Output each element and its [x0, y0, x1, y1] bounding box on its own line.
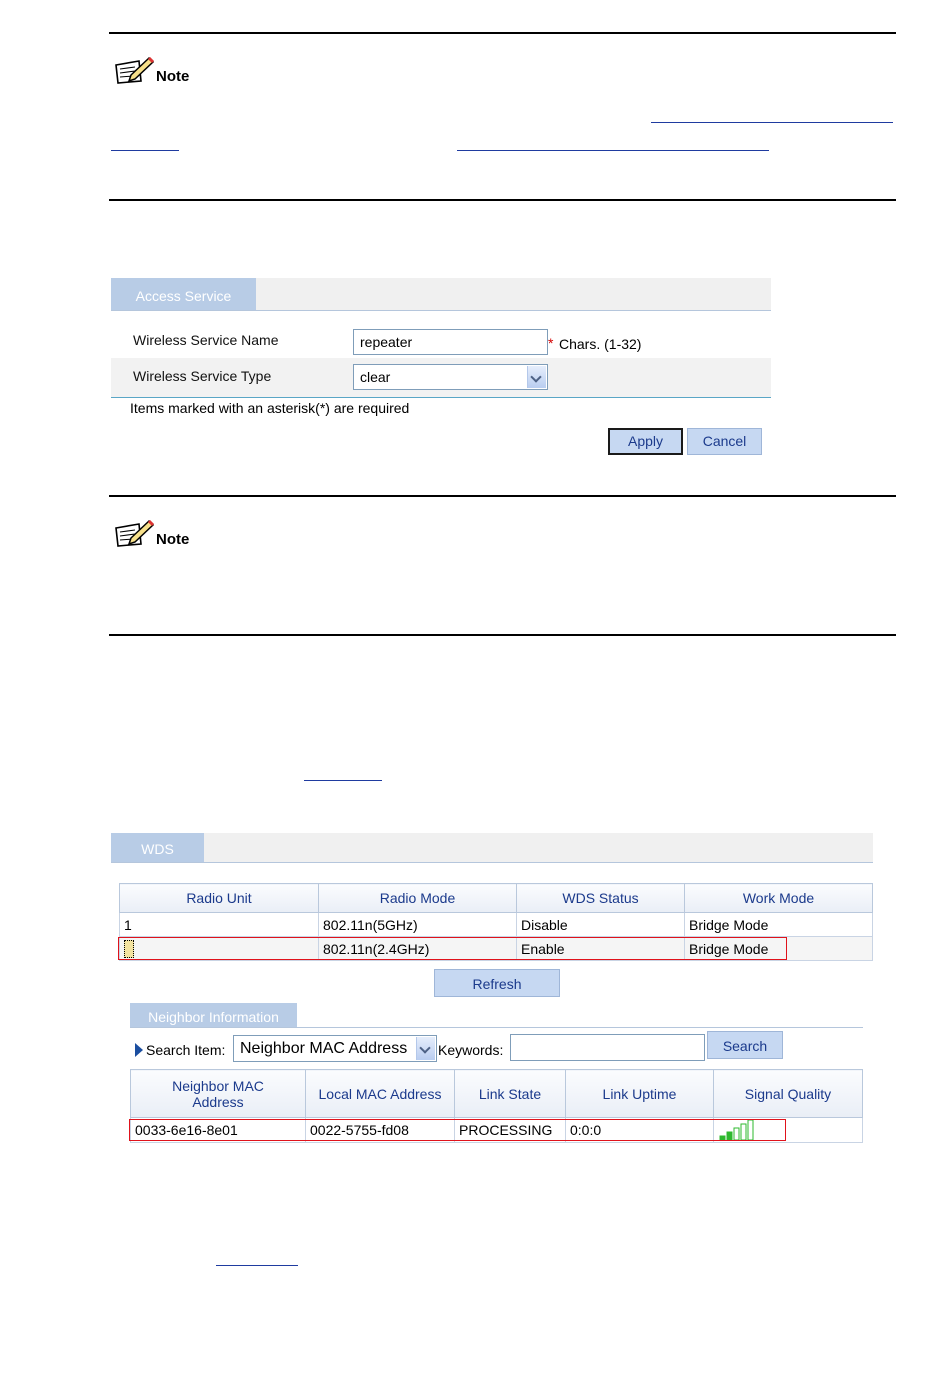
work-mode-cell: Bridge Mode — [685, 913, 873, 937]
cancel-button[interactable]: Cancel — [687, 428, 762, 455]
work-mode-cell: Bridge Mode — [685, 937, 873, 961]
keywords-label: Keywords: — [438, 1042, 504, 1058]
cross-reference-link[interactable] — [304, 780, 382, 781]
chevron-down-icon[interactable] — [416, 1037, 435, 1060]
wds-tabbar — [111, 833, 873, 863]
chevron-down-icon[interactable] — [527, 366, 546, 388]
column-header-neighbor-mac: Neighbor MAC Address — [131, 1070, 306, 1118]
keywords-input[interactable] — [510, 1034, 705, 1061]
note-bottom-rule — [109, 634, 896, 636]
note-pencil-icon — [113, 518, 155, 548]
note-top-rule — [109, 32, 896, 34]
cross-reference-link[interactable] — [457, 150, 769, 151]
search-item-select[interactable] — [233, 1035, 437, 1062]
column-header-wds-status: WDS Status — [517, 884, 685, 913]
wireless-service-type-select[interactable] — [353, 364, 548, 390]
access-service-tabbar — [111, 278, 771, 311]
column-header-link-state: Link State — [455, 1070, 566, 1118]
tab-access-service[interactable]: Access Service — [111, 278, 256, 310]
neighbor-mac-cell: 0033-6e16-8e01 — [131, 1118, 306, 1143]
radio-mode-cell: 802.11n(2.4GHz) — [319, 937, 517, 961]
note-pencil-icon — [113, 55, 155, 85]
cross-reference-link[interactable] — [111, 150, 179, 151]
apply-button[interactable]: Apply — [608, 428, 683, 455]
link-state-cell: PROCESSING — [455, 1118, 566, 1143]
note-bottom-rule — [109, 199, 896, 201]
radio-mode-cell: 802.11n(5GHz) — [319, 913, 517, 937]
note-label: Note — [156, 531, 190, 548]
search-button[interactable]: Search — [707, 1031, 783, 1059]
column-header-signal-quality: Signal Quality — [714, 1070, 863, 1118]
link-uptime-cell: 0:0:0 — [566, 1118, 714, 1143]
wireless-service-name-input[interactable]: repeater — [353, 329, 548, 355]
table-row[interactable] — [120, 913, 873, 937]
local-mac-cell: 0022-5755-fd08 — [306, 1118, 455, 1143]
highlight-box — [118, 937, 787, 960]
note-top-rule — [109, 495, 896, 497]
column-header-local-mac: Local MAC Address — [306, 1070, 455, 1118]
wireless-service-type-value: clear — [360, 369, 391, 385]
required-asterisk: * — [548, 335, 554, 351]
wireless-service-name-label: Wireless Service Name — [133, 332, 279, 348]
radio-unit-cell[interactable]: 1 — [120, 913, 319, 937]
tab-wds[interactable]: WDS — [111, 833, 204, 862]
tab-neighbor-information[interactable]: Neighbor Information — [130, 1003, 297, 1027]
highlight-box — [129, 1119, 786, 1141]
search-item-label: Search Item: — [146, 1042, 226, 1058]
search-item-value: Neighbor MAC Address — [240, 1040, 408, 1057]
refresh-button[interactable]: Refresh — [434, 969, 560, 997]
column-header-link-uptime: Link Uptime — [566, 1070, 714, 1118]
wireless-service-type-label: Wireless Service Type — [133, 368, 272, 384]
column-header-work-mode: Work Mode — [685, 884, 873, 913]
wds-status-cell: Enable — [517, 937, 685, 961]
note-label: Note — [156, 68, 190, 85]
name-length-hint: Chars. (1-32) — [559, 336, 642, 352]
column-header-radio-mode: Radio Mode — [319, 884, 517, 913]
cross-reference-link[interactable] — [216, 1265, 298, 1266]
neighbor-info-tabbar — [130, 1003, 863, 1028]
required-fields-note: Items marked with an asterisk(*) are required — [130, 400, 410, 416]
cross-reference-link[interactable] — [651, 122, 893, 123]
wds-status-cell: Disable — [517, 913, 685, 937]
column-header-radio-unit: Radio Unit — [120, 884, 319, 913]
blue-triangle-icon — [135, 1043, 143, 1057]
